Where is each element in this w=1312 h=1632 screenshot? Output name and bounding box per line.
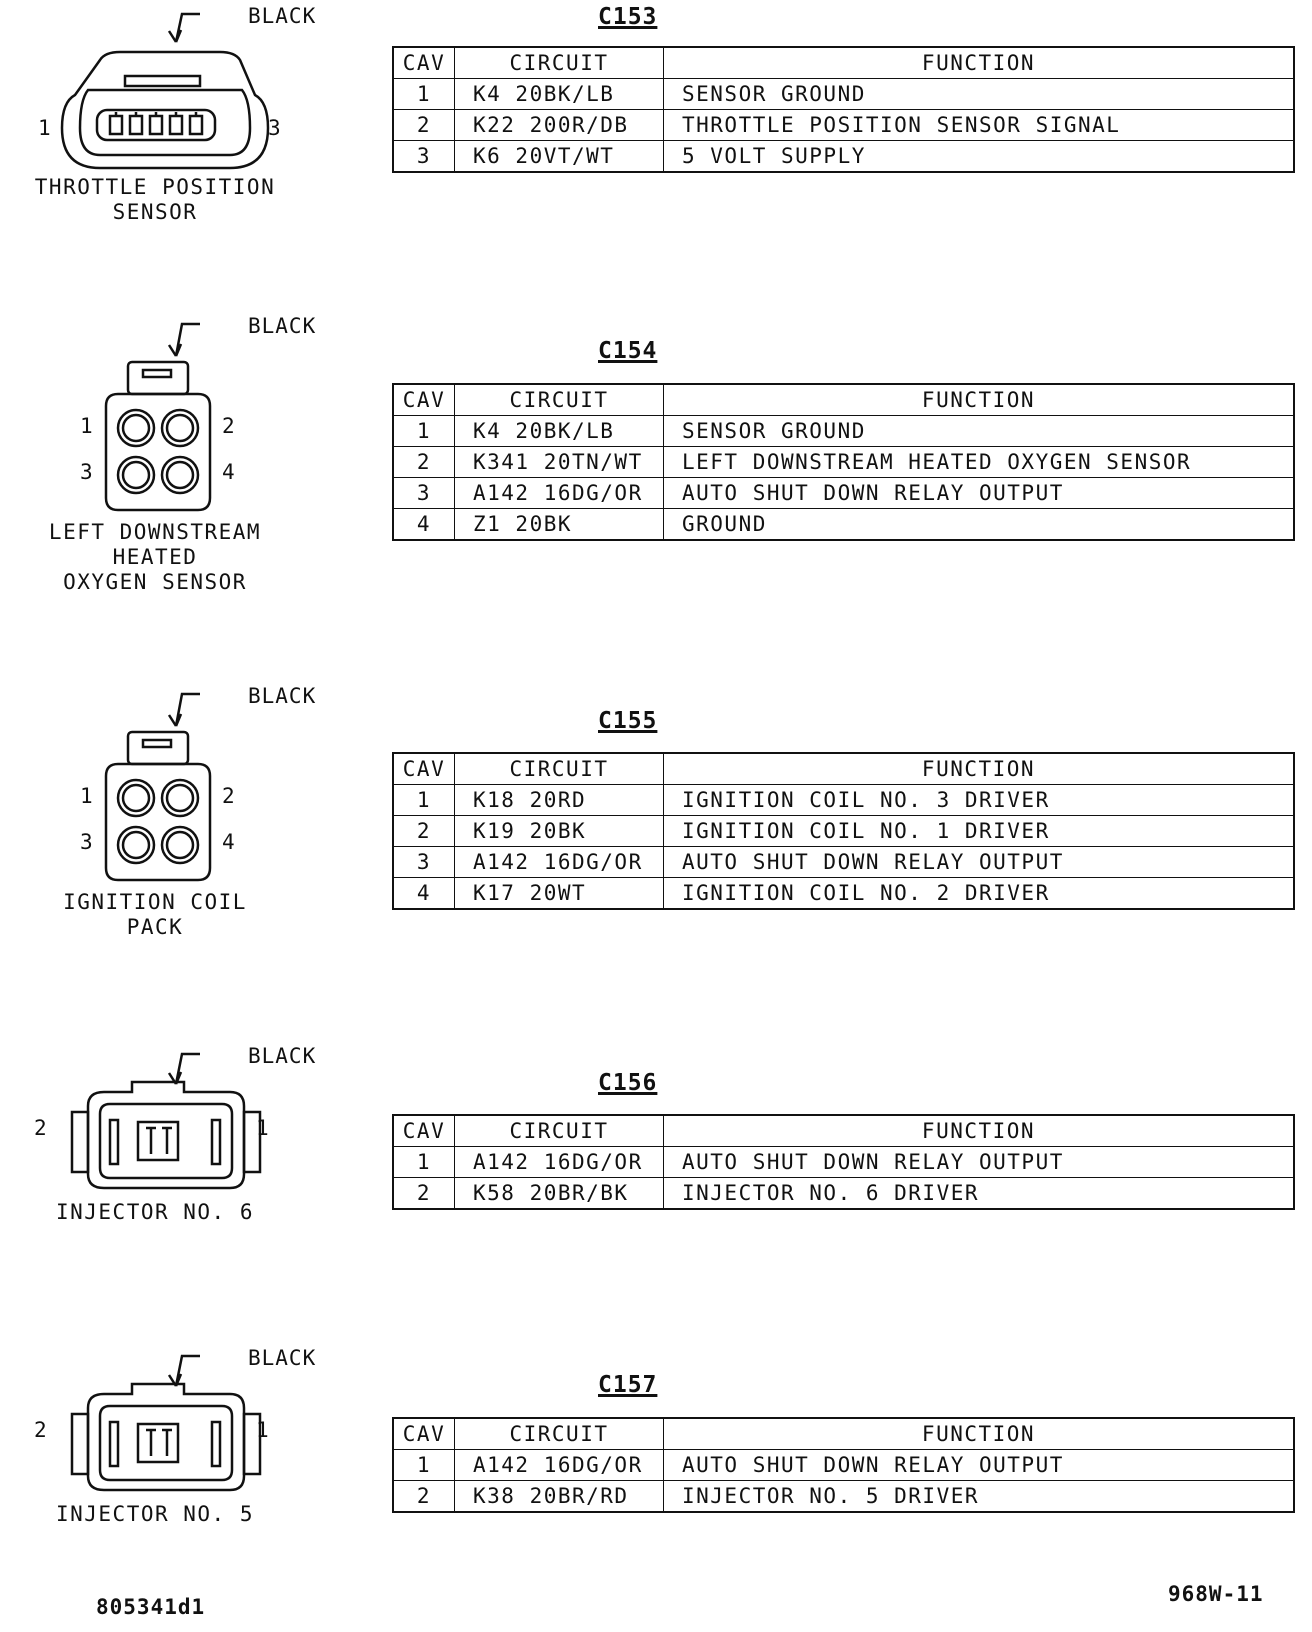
table-row [393,478,1294,509]
table-row [393,141,1294,173]
connector-diagram-c157 [0,1342,330,1572]
pin-label: 2 [222,784,236,808]
pin-label: 1 [38,116,52,140]
cell-function: 5 VOLT SUPPLY [664,141,1295,173]
header-cav: CAV [393,384,455,416]
cell-circuit: K19 20BK [455,816,664,847]
table-header-row [393,1418,1294,1450]
connector-diagram-c153 [0,0,330,240]
color-label: BLACK [248,1346,317,1370]
caption-line: LEFT DOWNSTREAM HEATED [48,520,262,569]
pinout-table-c155 [392,752,1295,910]
connector-title: C154 [598,338,658,364]
cell-cav: 2 [393,816,455,847]
cell-function: IGNITION COIL NO. 2 DRIVER [664,878,1295,910]
table-row [393,1450,1294,1481]
cell-function: THROTTLE POSITION SENSOR SIGNAL [664,110,1295,141]
header-circuit: CIRCUIT [455,384,664,416]
connector-caption [0,520,310,595]
cell-circuit: Z1 20BK [455,509,664,541]
cell-function: INJECTOR NO. 5 DRIVER [664,1481,1295,1513]
header-circuit: CIRCUIT [455,753,664,785]
cell-function: GROUND [664,509,1295,541]
cell-circuit: K341 20TN/WT [455,447,664,478]
cell-function: AUTO SHUT DOWN RELAY OUTPUT [664,1147,1295,1178]
cell-cav: 2 [393,1481,455,1513]
cell-cav: 2 [393,110,455,141]
table-header-row [393,753,1294,785]
pin-label: 1 [256,1116,270,1140]
color-label: BLACK [248,4,317,28]
connector-diagram-c154 [0,310,330,594]
caption-line: OXYGEN SENSOR [63,570,247,594]
pinout-table-c156 [392,1114,1295,1210]
pinout-table-c153 [392,46,1295,173]
table-row [393,110,1294,141]
header-function: FUNCTION [664,47,1295,79]
cell-circuit: K4 20BK/LB [455,416,664,447]
table-header-row [393,1115,1294,1147]
pin-label: 2 [34,1418,48,1442]
header-circuit: CIRCUIT [455,47,664,79]
caption-line: SENSOR [112,200,198,224]
color-label: BLACK [248,1044,317,1068]
header-cav: CAV [393,1418,455,1450]
connector-title: C156 [598,1070,658,1096]
pin-label: 3 [80,830,94,854]
connector-caption [0,175,310,225]
cell-cav: 4 [393,509,455,541]
table-row [393,816,1294,847]
cell-cav: 1 [393,785,455,816]
table-row [393,847,1294,878]
caption-line: THROTTLE POSITION [34,175,276,199]
header-cav: CAV [393,753,455,785]
cell-function: LEFT DOWNSTREAM HEATED OXYGEN SENSOR [664,447,1295,478]
cell-circuit: A142 16DG/OR [455,1450,664,1481]
color-label: BLACK [248,314,317,338]
pin-label: 3 [268,116,282,140]
pin-label: 3 [80,460,94,484]
cell-function: AUTO SHUT DOWN RELAY OUTPUT [664,847,1295,878]
cell-cav: 2 [393,447,455,478]
cell-cav: 1 [393,79,455,110]
cell-cav: 3 [393,478,455,509]
caption-line: INJECTOR NO. 5 [55,1502,254,1526]
pinout-table-c154 [392,383,1295,541]
cell-function: AUTO SHUT DOWN RELAY OUTPUT [664,478,1295,509]
cell-cav: 4 [393,878,455,910]
cell-circuit: K17 20WT [455,878,664,910]
header-function: FUNCTION [664,753,1295,785]
connector-diagram-c156 [0,1040,330,1270]
connector-caption [0,1200,310,1225]
cell-circuit: A142 16DG/OR [455,1147,664,1178]
header-function: FUNCTION [664,1115,1295,1147]
table-row [393,447,1294,478]
table-row [393,79,1294,110]
injector-connector-icon [0,1040,330,1270]
pin-label: 2 [222,414,236,438]
injector-connector-icon [0,1342,330,1572]
table-header-row [393,47,1294,79]
cell-circuit: K18 20RD [455,785,664,816]
caption-line: INJECTOR NO. 6 [55,1200,254,1224]
cell-function: SENSOR GROUND [664,416,1295,447]
drawing-code-left: 805341d1 [96,1595,206,1619]
table-header-row [393,384,1294,416]
table-row [393,509,1294,541]
caption-line: IGNITION COIL [63,890,247,914]
header-function: FUNCTION [664,1418,1295,1450]
pin-label: 1 [80,414,94,438]
connector-diagram-c155 [0,680,330,960]
caption-line: PACK [126,915,184,939]
cell-circuit: A142 16DG/OR [455,478,664,509]
pin-label: 4 [222,460,236,484]
cell-circuit: K58 20BR/BK [455,1178,664,1210]
cell-function: IGNITION COIL NO. 1 DRIVER [664,816,1295,847]
cell-circuit: A142 16DG/OR [455,847,664,878]
table-row [393,1147,1294,1178]
header-cav: CAV [393,1115,455,1147]
header-cav: CAV [393,47,455,79]
connector-caption [0,1502,310,1527]
connector-title: C155 [598,708,658,734]
cell-circuit: K4 20BK/LB [455,79,664,110]
cell-cav: 1 [393,1147,455,1178]
cell-cav: 3 [393,847,455,878]
pin-label: 1 [80,784,94,808]
table-row [393,416,1294,447]
cell-circuit: K6 20VT/WT [455,141,664,173]
cell-function: INJECTOR NO. 6 DRIVER [664,1178,1295,1210]
connector-title: C153 [598,4,658,30]
header-function: FUNCTION [664,384,1295,416]
connector-caption [0,890,310,940]
color-label: BLACK [248,684,317,708]
cell-function: SENSOR GROUND [664,79,1295,110]
table-row [393,1481,1294,1513]
table-row [393,1178,1294,1210]
cell-function: AUTO SHUT DOWN RELAY OUTPUT [664,1450,1295,1481]
cell-circuit: K22 200R/DB [455,110,664,141]
cell-cav: 2 [393,1178,455,1210]
cell-cav: 1 [393,1450,455,1481]
table-row [393,785,1294,816]
cell-circuit: K38 20BR/RD [455,1481,664,1513]
table-row [393,878,1294,910]
drawing-code-right: 968W-11 [1168,1582,1264,1606]
pinout-table-c157 [392,1417,1295,1513]
connector-title: C157 [598,1372,658,1398]
pin-label: 4 [222,830,236,854]
cell-function: IGNITION COIL NO. 3 DRIVER [664,785,1295,816]
pin-label: 2 [34,1116,48,1140]
pin-label: 1 [256,1418,270,1442]
header-circuit: CIRCUIT [455,1418,664,1450]
header-circuit: CIRCUIT [455,1115,664,1147]
cell-cav: 1 [393,416,455,447]
cell-cav: 3 [393,141,455,173]
